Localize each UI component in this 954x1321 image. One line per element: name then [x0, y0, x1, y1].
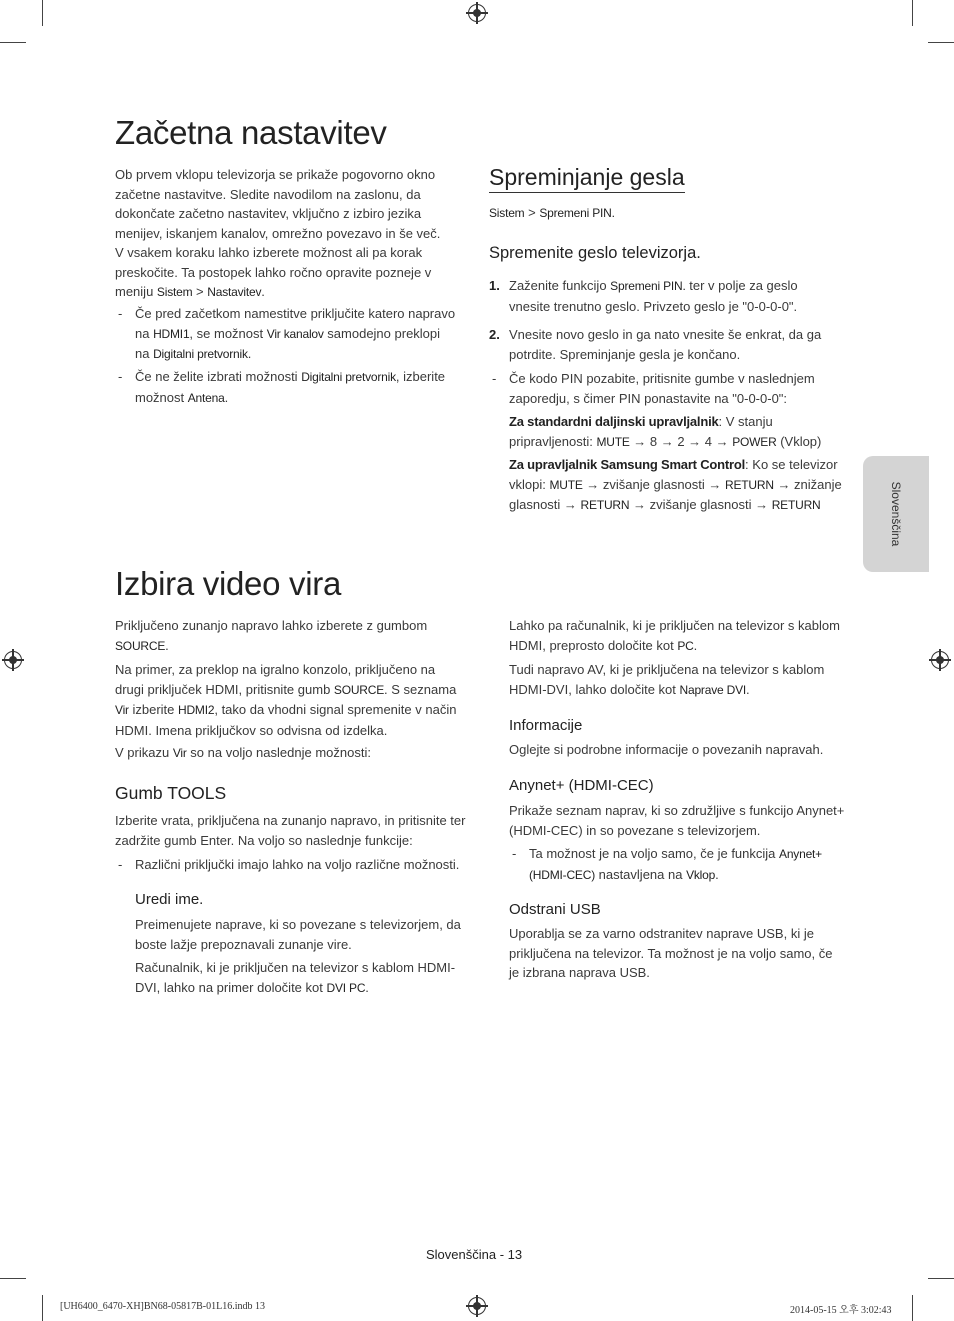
crop-mark-icon [912, 0, 913, 26]
video-source-right-p2: Tudi napravo AV, ki je priključena na televizor s kablom HDMI-DVI, lahko določite kot Naprave DVI. [509, 662, 825, 697]
registration-mark-icon [468, 4, 486, 22]
rename-paragraph-1: Preimenujete naprave, ki so povezane s televizorjem, da boste lažje prepoznavali zunanje vire. [135, 917, 461, 952]
section-title-initial-setup: Začetna nastavitev [115, 114, 387, 151]
crop-mark-icon [928, 42, 954, 43]
crop-mark-icon [42, 0, 43, 26]
bullet-dash: - [492, 371, 497, 386]
print-slug-right: 2014-05-15 오후 3:02:43 [790, 1305, 892, 1316]
bullet-dash: - [118, 306, 123, 321]
initial-setup-intro: Ob prvem vklopu televizorja se prikaže pogovorno okno začetne nastavitve. Sledite navodilom na zaslonu, da dokončate začetno nastavitev, vključno z izbiro jezika menijev, iskanjem kanalov, omrežno povezavo in še več. V vsakem koraku lahko izberete možnost ali pa korak preskočite. Ta postopek lahko ročno opravite pozneje v meniju Sistem > Nastavitev. [115, 167, 441, 299]
change-pin-standard-remote: Za standardni daljinski upravljalnik: V stanju pripravljenosti: MUTE → 8 → 2 → 4 → POWER (Vklop) [509, 414, 822, 449]
video-source-p3: V prikazu Vir so na voljo naslednje možnosti: [115, 745, 371, 760]
remove-usb-paragraph: Uporablja se za varno odstranitev naprave USB, ki je priključena na televizor. Ta možnost je na voljo samo, če je izbrana naprava USB. [509, 926, 833, 980]
change-pin-smart-control: Za upravljalnik Samsung Smart Control: Ko se televizor vklopi: MUTE → zvišanje glasnosti → RETURN → znižanje glasnosti → RETURN → zvišanje glasnosti → RETURN [509, 457, 842, 512]
change-pin-note: Če kodo PIN pozabite, pritisnite gumbe v naslednjem zaporedju, s čimer PIN ponastavite na "0-0-0-0": [509, 371, 815, 406]
initial-setup-bullet-2: Če ne želite izbrati možnosti Digitalni pretvornik, izberite možnost Antena. [135, 369, 446, 405]
change-pin-menu-path: Sistem > Spremeni PIN. [489, 205, 615, 220]
step-number: 1. [489, 278, 500, 293]
page-footer: Slovenščina - 13 [426, 1247, 523, 1262]
bullet-dash: - [512, 846, 517, 861]
language-side-tab-label: Slovenščina [889, 481, 903, 547]
crop-mark-icon [0, 42, 26, 43]
section-title-change-pin: Spreminjanje gesla [489, 164, 685, 193]
information-title: Informacije [509, 717, 583, 734]
menu-path-nastavitev: Nastavitev [207, 285, 262, 299]
registration-mark-icon [468, 1297, 486, 1315]
anynet-bullet: Ta možnost je na voljo samo, če je funkcija Anynet+ (HDMI-CEC) nastavljena na Vklop. [529, 846, 822, 882]
anynet-paragraph: Prikaže seznam naprav, ki so združljive s funkcijo Anynet+ (HDMI-CEC) in so povezane s televizorjem. [509, 803, 845, 838]
menu-path-sistem: Sistem [156, 285, 193, 299]
initial-setup-bullet-1: Če pred začetkom namestitve priključite katero napravo na HDMI1, se možnost Vir kanalov samodejno preklopi na Digitalni pretvornik. [135, 306, 456, 361]
tools-button-paragraph: Izberite vrata, priključena na zunanjo napravo, in pritisnite ter zadržite gumb Enter. Na voljo so naslednje funkcije: [115, 813, 466, 848]
rename-paragraph-2: Računalnik, ki je priključen na televizor s kablom HDMI- DVI, lahko na primer določite kot DVI PC. [135, 960, 456, 995]
language-side-tab [863, 456, 929, 572]
section-title-video-source: Izbira video vira [115, 565, 341, 602]
registration-mark-icon [4, 651, 22, 669]
tools-button-bullet: Različni priključki imajo lahko na voljo različne možnosti. [135, 857, 460, 872]
video-source-p2: Na primer, za preklop na igralno konzolo, priključeno na drugi priključek HDMI, pritisnite gumb SOURCE. S seznama Vir izberite HDMI2, tako da vhodni signal spremenite v način HDMI. Imena priključkov so odvisna od izdelka. [115, 662, 457, 738]
bullet-dash: - [118, 857, 123, 872]
crop-mark-icon [0, 1278, 26, 1279]
print-slug-left: [UH6400_6470-XH]BN68-05817B-01L16.indb 13 [60, 1301, 265, 1312]
video-source-p1: Priključeno zunanjo napravo lahko izberete z gumbom SOURCE. [115, 618, 428, 653]
rename-title: Uredi ime. [135, 891, 204, 908]
step-number: 2. [489, 327, 500, 342]
change-pin-step-2: Vnesite novo geslo in ga nato vnesite še enkrat, da ga potrdite. Spreminjanje gesla je končano. [509, 327, 822, 362]
change-pin-subtitle: Spremenite geslo televizorja. [489, 244, 701, 262]
crop-mark-icon [912, 1295, 913, 1321]
registration-mark-icon [931, 651, 949, 669]
crop-mark-icon [928, 1278, 954, 1279]
video-source-right-p1: Lahko pa računalnik, ki je priključen na televizor s kablom HDMI, preprosto določite kot PC. [509, 618, 840, 653]
information-paragraph: Oglejte si podrobne informacije o povezanih napravah. [509, 742, 824, 757]
remove-usb-title: Odstrani USB [509, 901, 601, 918]
change-pin-step-1: Zaženite funkcijo Spremeni PIN. ter v polje za geslo vnesite trenutno geslo. Privzeto geslo je "0-0-0-0". [509, 278, 798, 314]
bullet-dash: - [118, 369, 123, 384]
crop-mark-icon [42, 1295, 43, 1321]
tools-button-title: Gumb TOOLS [115, 783, 227, 803]
anynet-title: Anynet+ (HDMI-CEC) [509, 777, 654, 794]
